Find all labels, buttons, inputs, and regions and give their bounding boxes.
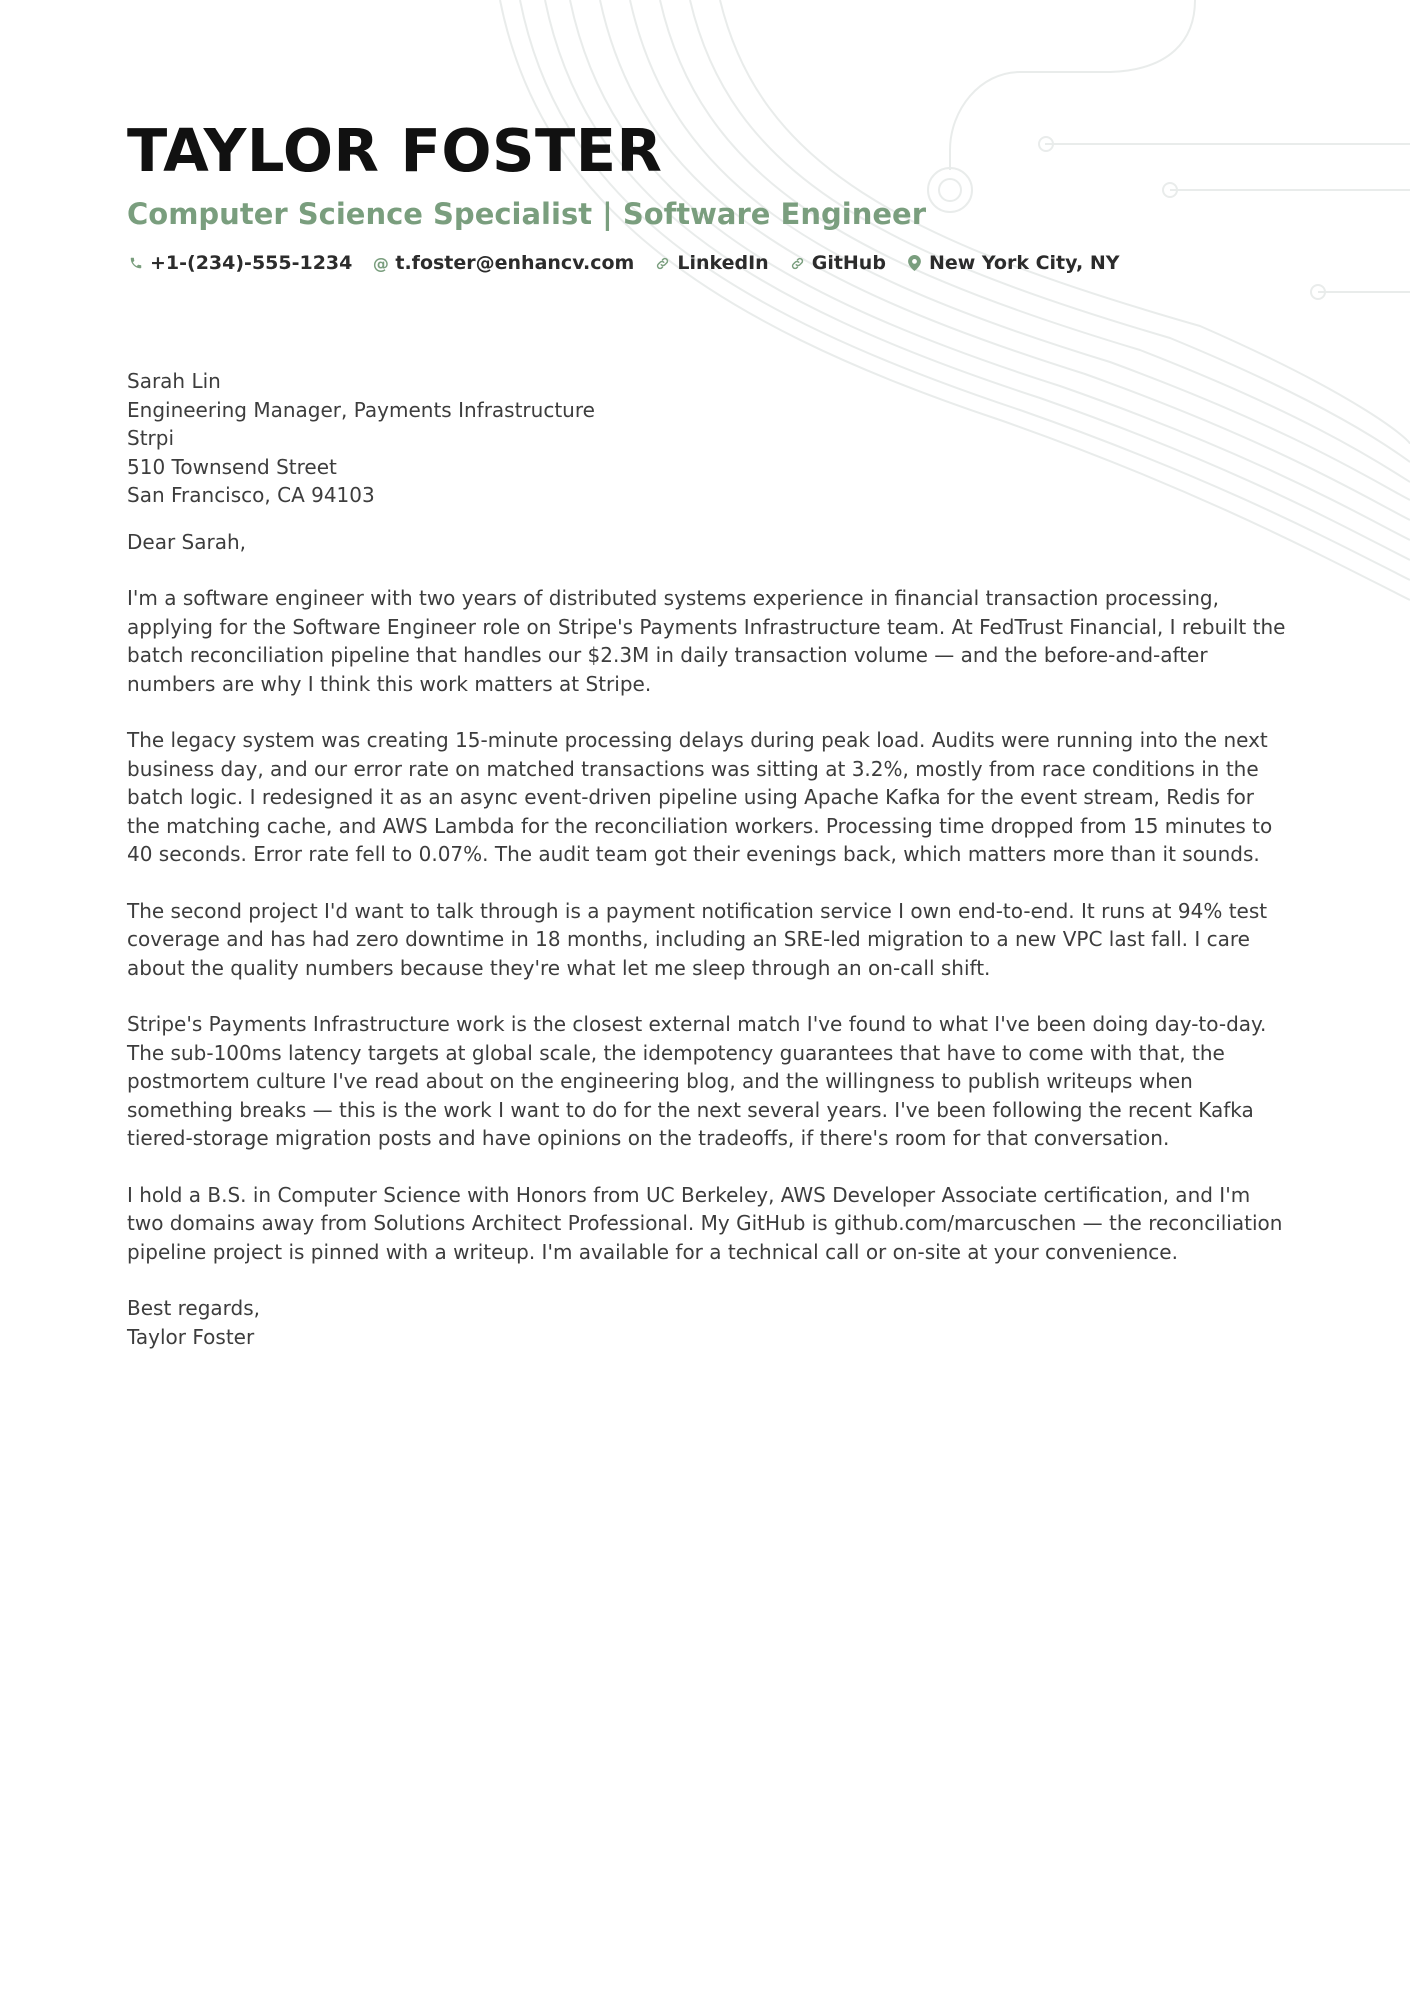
link-icon: [654, 255, 671, 272]
letter-body: [127, 367, 1287, 1351]
recipient-name: Sarah Lin: [127, 369, 221, 393]
signature-name: Taylor Foster: [127, 1324, 255, 1349]
body-paragraph: Stripe's Payments Infrastructure work is the closest external match I've found to what I've been doing day-to-day. The sub-100ms latency targets at global scale, the idempotency guarantees that have to come with that, the postmortem culture I've read about on the engineering blog, and the willingness to publish writeups when something breaks — this is the work I want to do for the next several years. I've been following the recent Kafka tiered-storage migration posts and have opinions on the tradeoffs, if there's room for that conversation.: [127, 1012, 1267, 1150]
recipient-title: Engineering Manager, Payments Infrastructure: [127, 397, 595, 422]
salutation: Dear Sarah,: [127, 529, 247, 554]
body-paragraph: The legacy system was creating 15-minute processing delays during peak load. Audits were running into the next business day, and our error rate on matched transactions was sitting at 3.2%, mostly from race conditions in the batch logic. I redesigned it as an async event-driven pipeline using Apache Kafka for the event stream, Redis for the matching cache, and AWS Lambda for the reconciliation workers. Processing time dropped from 15 minutes to 40 seconds. Error rate fell to 0.07%. The audit team got their evenings back, which matters more than it sounds.: [127, 728, 1273, 866]
body-paragraph: I'm a software engineer with two years of distributed systems experience in financial transaction processing, applying for the Software Engineer role on Stripe's Payments Infrastructure team. At FedTrust Financial, I rebuilt the batch reconciliation pipeline that handles our $2.3M in daily transaction volume — and the before-and-after numbers are why I think this work matters at Stripe.: [127, 586, 1286, 696]
link-icon: [789, 255, 806, 272]
contact-phone[interactable]: [127, 252, 352, 274]
contact-github[interactable]: [789, 252, 886, 274]
contact-location: [906, 252, 1120, 274]
recipient-street: 510 Townsend Street: [127, 454, 337, 479]
contact-info-row: [127, 252, 1287, 274]
phone-icon: [127, 255, 144, 272]
applicant-name: TAYLOR FOSTER: [127, 116, 663, 185]
phone-text: +1-(234)-555-1234: [150, 252, 353, 274]
recipient-city: San Francisco, CA 94103: [127, 483, 375, 507]
applicant-title: Computer Science Specialist | Software Engineer: [127, 197, 927, 231]
recipient-block: [127, 367, 1287, 510]
letter-header: [127, 112, 1287, 274]
recipient-company: Strpi: [127, 426, 175, 450]
closing-block: [127, 1294, 1287, 1351]
contact-email[interactable]: [372, 252, 634, 274]
body-paragraph: I hold a B.S. in Computer Science with Honors from UC Berkeley, AWS Developer Associate certification, and I'm two domains away from Solutions Architect Professional. My GitHub is github.com/marcuschen — the reconciliation pipeline project is pinned with a writeup. I'm available for a technical call or on-site at your convenience.: [127, 1182, 1283, 1264]
contact-linkedin[interactable]: [654, 252, 768, 274]
linkedin-link: LinkedIn: [677, 252, 769, 274]
closing-phrase: Best regards,: [127, 1296, 261, 1320]
github-link: GitHub: [811, 252, 886, 274]
body-paragraph: The second project I'd want to talk through is a payment notification service I own end-to-end. It runs at 94% test coverage and has had zero downtime in 18 months, including an SRE-led migration to a new VPC last fall. I care about the quality numbers because they're what let me sleep through an on-call shift.: [127, 898, 1268, 980]
location-text: New York City, NY: [928, 252, 1120, 274]
email-text: t.foster@enhancv.com: [395, 252, 635, 274]
at-icon: @: [372, 253, 389, 273]
map-pin-icon: [906, 255, 923, 272]
